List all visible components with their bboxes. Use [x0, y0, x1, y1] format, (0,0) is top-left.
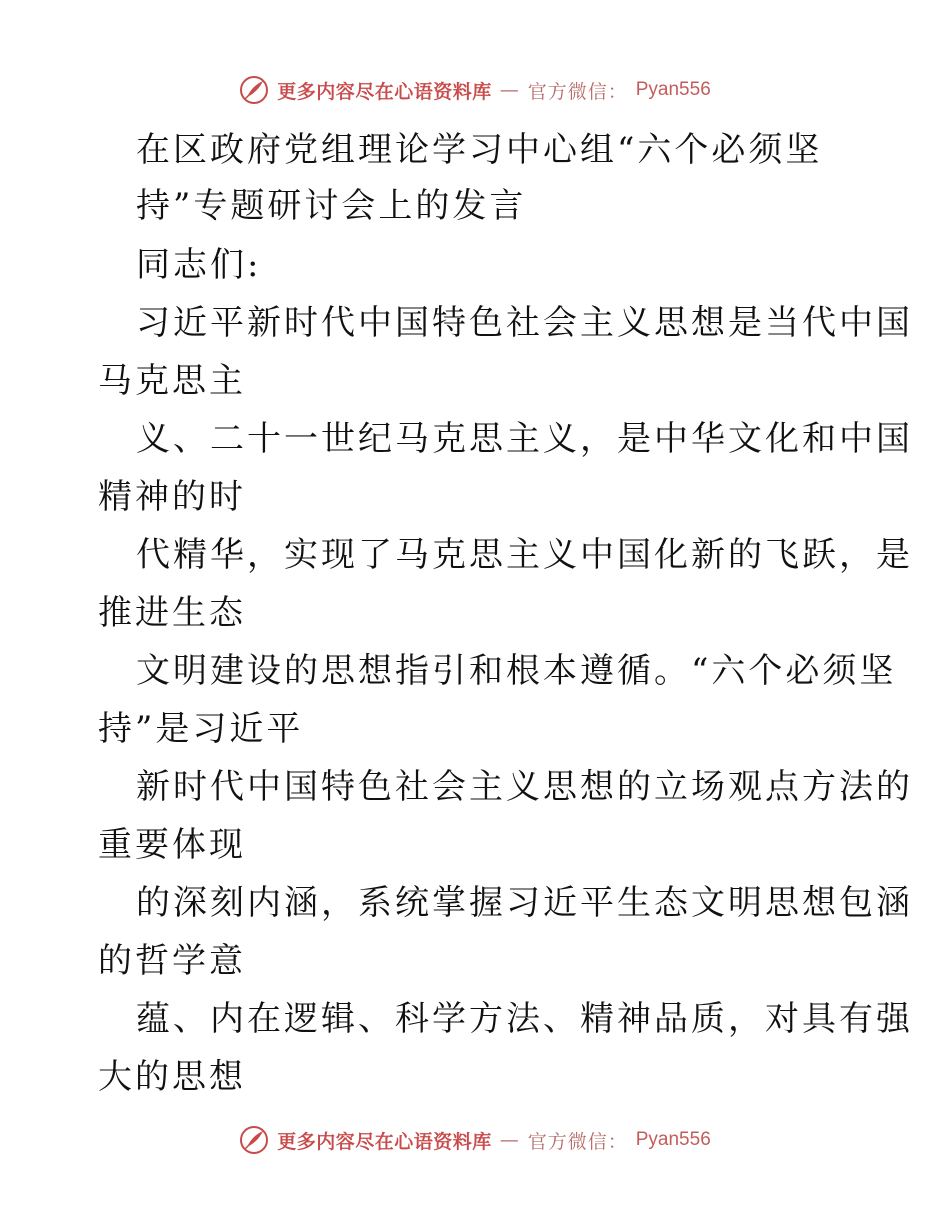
body-line: 蕴、内在逻辑、科学方法、精神品质，对具有强 [136, 999, 913, 1039]
watermark-separator: — [499, 1129, 520, 1151]
header-watermark [0, 70, 950, 110]
body-line: 习近平新时代中国特色社会主义思想是当代中国 [136, 303, 913, 343]
watermark-separator: — [499, 79, 520, 101]
watermark-wechat-id: Pyan556 [635, 1129, 711, 1150]
body-line: 持”是习近平 [98, 709, 304, 749]
body-line: 义、二十一世纪马克思主义，是中华文化和中国 [136, 419, 913, 459]
feather-pen-logo-icon [239, 75, 269, 105]
body-line: 大的思想 [98, 1057, 246, 1097]
title-line-2: 持”专题研讨会上的发言 [136, 186, 527, 226]
body-line: 重要体现 [98, 825, 246, 865]
body-line: 精神的时 [98, 477, 246, 517]
watermark-main-text: 更多内容尽在心语资料库 [277, 1130, 492, 1153]
feather-pen-logo-icon [239, 1125, 269, 1155]
body-line: 推进生态 [98, 593, 246, 633]
title-line-1: 在区政府党组理论学习中心组“六个必须坚 [136, 130, 823, 170]
body-line: 的哲学意 [98, 941, 246, 981]
watermark-label: 官方微信： [527, 1130, 628, 1153]
body-line: 代精华，实现了马克思主义中国化新的飞跃，是 [136, 535, 913, 575]
body-line: 马克思主 [98, 361, 246, 401]
body-line: 的深刻内涵，系统掌握习近平生态文明思想包涵 [136, 883, 913, 923]
watermark-main-text: 更多内容尽在心语资料库 [277, 80, 492, 103]
body-line: 文明建设的思想指引和根本遵循。“六个必须坚 [136, 651, 897, 691]
salutation: 同志们: [136, 245, 262, 285]
footer-watermark [0, 1120, 950, 1160]
body-line: 新时代中国特色社会主义思想的立场观点方法的 [136, 767, 913, 807]
watermark-wechat-id: Pyan556 [635, 79, 711, 100]
watermark-label: 官方微信： [527, 80, 628, 103]
